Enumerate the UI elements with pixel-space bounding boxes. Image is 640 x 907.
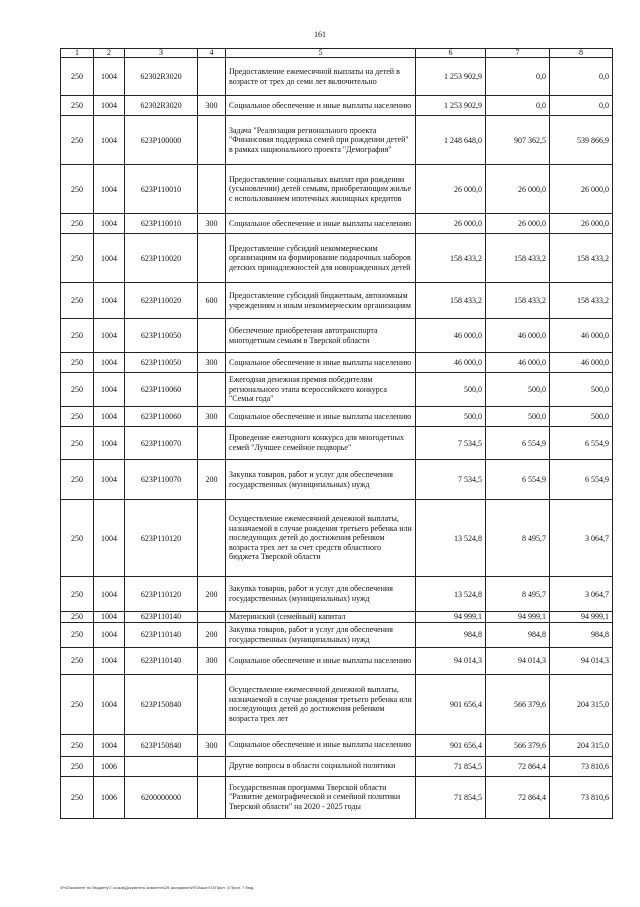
table-cell-c5: Закупка товаров, работ и услуг для обеспечения государственных (муниципальных) нужд: [226, 622, 416, 647]
budget-table: [60, 48, 613, 819]
table-cell-c3: [125, 756, 198, 776]
table-cell-c8: 94 999,1: [550, 612, 613, 623]
table-cell-c7: 566 379,6: [486, 674, 550, 734]
table-row: [61, 500, 613, 577]
table-cell-c8: 204 315,0: [550, 674, 613, 734]
table-cell-c3: 623P110010: [125, 165, 198, 214]
table-cell-c1: 250: [61, 674, 94, 734]
table-cell-c8: 6 554,9: [550, 460, 613, 500]
table-cell-c8: 73 810,6: [550, 776, 613, 818]
table-cell-c6: 46 000,0: [416, 319, 486, 353]
table-cell-c7: 8 495,7: [486, 500, 550, 577]
table-cell-c3: 623P110010: [125, 214, 198, 234]
table-cell-c4: [198, 756, 226, 776]
table-cell-c1: 250: [61, 734, 94, 756]
table-cell-c7: 94 014,3: [486, 647, 550, 674]
table-cell-c4: [198, 165, 226, 214]
table-cell-c2: 1004: [94, 734, 125, 756]
table-cell-c8: 500,0: [550, 373, 613, 407]
table-cell-c4: [198, 319, 226, 353]
table-cell-c3: 6200000000: [125, 776, 198, 818]
table-row: [61, 214, 613, 234]
table-cell-c3: 623P110050: [125, 353, 198, 373]
table-cell-c6: 901 656,4: [416, 734, 486, 756]
table-cell-c8: 0,0: [550, 58, 613, 96]
table-cell-c8: 0,0: [550, 96, 613, 116]
table-cell-c5: Государственная программа Тверской области "Развитие демографической и семейной политики Тверской области" на 2020 - 2025 годы: [226, 776, 416, 818]
table-cell-c6: 1 248 648,0: [416, 116, 486, 165]
table-cell-c3: 62302R3020: [125, 58, 198, 96]
table-cell-c4: 200: [198, 577, 226, 612]
table-row: [61, 353, 613, 373]
table-cell-c1: 250: [61, 500, 94, 577]
table-cell-c2: 1004: [94, 214, 125, 234]
table-cell-c1: 250: [61, 234, 94, 283]
table-cell-c3: 623P110120: [125, 500, 198, 577]
table-cell-c5: Социальное обеспечение и иные выплаты населению: [226, 647, 416, 674]
table-cell-c7: 94 999,1: [486, 612, 550, 623]
table-cell-c5: Другие вопросы в области социальной политики: [226, 756, 416, 776]
table-cell-c7: 6 554,9: [486, 427, 550, 460]
table-cell-c7: 72 864,4: [486, 776, 550, 818]
table-row: [61, 407, 613, 427]
table-cell-c6: 26 000,0: [416, 165, 486, 214]
table-cell-c4: 300: [198, 647, 226, 674]
table-cell-c8: 204 315,0: [550, 734, 613, 756]
table-cell-c8: 984,8: [550, 622, 613, 647]
table-cell-c2: 1004: [94, 460, 125, 500]
table-cell-c4: [198, 58, 226, 96]
table-cell-c6: 71 854,5: [416, 776, 486, 818]
table-cell-c5: Социальное обеспечение и иные выплаты населению: [226, 734, 416, 756]
table-cell-c8: 46 000,0: [550, 353, 613, 373]
table-cell-c6: 94 014,3: [416, 647, 486, 674]
table-cell-c1: 250: [61, 96, 94, 116]
table-cell-c4: 200: [198, 460, 226, 500]
table-cell-c2: 1004: [94, 577, 125, 612]
table-cell-c4: [198, 234, 226, 283]
table-cell-c2: 1004: [94, 116, 125, 165]
table-cell-c3: 623P100000: [125, 116, 198, 165]
column-header: 6: [416, 49, 486, 58]
table-row: [61, 577, 613, 612]
table-cell-c1: 250: [61, 165, 94, 214]
table-cell-c5: Ежегодная денежная премия победителям регионального этапа всероссийского конкурса "Семья года": [226, 373, 416, 407]
table-cell-c2: 1004: [94, 612, 125, 623]
column-header: 8: [550, 49, 613, 58]
table-cell-c2: 1004: [94, 647, 125, 674]
table-cell-c6: 26 000,0: [416, 214, 486, 234]
column-header: 2: [94, 49, 125, 58]
table-cell-c4: [198, 427, 226, 460]
table-cell-c7: 566 379,6: [486, 734, 550, 756]
table-row: [61, 58, 613, 96]
table-cell-c4: [198, 116, 226, 165]
table-row: [61, 283, 613, 319]
table-cell-c7: 158 433,2: [486, 234, 550, 283]
table-cell-c7: 26 000,0: [486, 165, 550, 214]
table-cell-c3: 623P110140: [125, 647, 198, 674]
table-cell-c6: 7 534,5: [416, 460, 486, 500]
table-cell-c8: 94 014,3: [550, 647, 613, 674]
table-cell-c1: 250: [61, 58, 94, 96]
table-cell-c1: 250: [61, 214, 94, 234]
table-row: [61, 373, 613, 407]
table-cell-c5: Социальное обеспечение и иные выплаты населению: [226, 407, 416, 427]
table-cell-c5: Проведение ежегодного конкурса для многодетных семей "Лучшее семейное подворье": [226, 427, 416, 460]
table-cell-c7: 46 000,0: [486, 319, 550, 353]
table-cell-c8: 26 000,0: [550, 165, 613, 214]
column-header: 5: [226, 49, 416, 58]
table-cell-c8: 158 433,2: [550, 234, 613, 283]
table-cell-c1: 250: [61, 283, 94, 319]
table-cell-c3: 623P150840: [125, 734, 198, 756]
table-cell-c1: 250: [61, 353, 94, 373]
table-cell-c5: Предоставление ежемесячной выплаты на детей в возрасте от трех до семи лет включительно: [226, 58, 416, 96]
table-row: [61, 165, 613, 214]
table-cell-c3: 62302R3020: [125, 96, 198, 116]
table-cell-c4: 300: [198, 96, 226, 116]
table-row: [61, 647, 613, 674]
table-cell-c5: Закупка товаров, работ и услуг для обеспечения государственных (муниципальных) нужд: [226, 460, 416, 500]
table-cell-c2: 1006: [94, 776, 125, 818]
table-cell-c5: Социальное обеспечение и иные выплаты населению: [226, 214, 416, 234]
table-cell-c5: Осуществление ежемесячной денежной выплаты, назначаемой в случае рождения третьего ребенка или последующих детей до достижения ребенком возраста трех лет за счет средств областного бюджета Тверской области: [226, 500, 416, 577]
table-cell-c8: 539 866,9: [550, 116, 613, 165]
table-cell-c7: 6 554,9: [486, 460, 550, 500]
table-cell-c1: 250: [61, 427, 94, 460]
table-cell-c1: 250: [61, 577, 94, 612]
column-header: 3: [125, 49, 198, 58]
table-cell-c5: Социальное обеспечение и иные выплаты населению: [226, 353, 416, 373]
table-cell-c1: 250: [61, 622, 94, 647]
table-cell-c8: 26 000,0: [550, 214, 613, 234]
column-header: 7: [486, 49, 550, 58]
table-cell-c6: 46 000,0: [416, 353, 486, 373]
table-cell-c1: 250: [61, 116, 94, 165]
table-row: [61, 756, 613, 776]
table-cell-c7: 907 362,5: [486, 116, 550, 165]
table-cell-c7: 500,0: [486, 407, 550, 427]
table-row: [61, 612, 613, 623]
table-cell-c7: 158 433,2: [486, 283, 550, 319]
table-cell-c3: 623P110070: [125, 427, 198, 460]
table-row: [61, 776, 613, 818]
table-cell-c8: 3 064,7: [550, 577, 613, 612]
table-cell-c3: 623P110020: [125, 234, 198, 283]
table-cell-c7: 0,0: [486, 96, 550, 116]
table-cell-c5: Обеспечение приобретения автотранспорта многодетным семьям в Тверской области: [226, 319, 416, 353]
table-cell-c2: 1004: [94, 500, 125, 577]
table-cell-c4: 300: [198, 407, 226, 427]
column-header: 4: [198, 49, 226, 58]
table-cell-c7: 8 495,7: [486, 577, 550, 612]
table-cell-c5: Материнский (семейный) капитал: [226, 612, 416, 623]
table-cell-c5: Закупка товаров, работ и услуг для обеспечения государственных (муниципальных) нужд: [226, 577, 416, 612]
table-cell-c2: 1004: [94, 373, 125, 407]
table-cell-c1: 250: [61, 612, 94, 623]
table-cell-c7: 984,8: [486, 622, 550, 647]
table-cell-c5: Предоставление субсидий бюджетным, автономным учреждениям и иным некоммерческим организациям: [226, 283, 416, 319]
table-cell-c6: 158 433,2: [416, 234, 486, 283]
table-cell-c2: 1004: [94, 58, 125, 96]
table-cell-c2: 1004: [94, 353, 125, 373]
table-row: [61, 674, 613, 734]
table-cell-c5: Предоставление субсидий некоммерческим организациям на формирование подарочных наборов детских принадлежностей для новорожденных детей: [226, 234, 416, 283]
table-cell-c8: 6 554,9: [550, 427, 613, 460]
table-cell-c1: 250: [61, 373, 94, 407]
table-cell-c1: 250: [61, 756, 94, 776]
table-row: [61, 734, 613, 756]
table-cell-c2: 1004: [94, 96, 125, 116]
table-row: [61, 96, 613, 116]
table-cell-c2: 1004: [94, 165, 125, 214]
table-cell-c5: Осуществление ежемесячной денежной выплаты, назначаемой в случае рождения третьего ребенка или последующих детей до достижения ребенком возраста трех лет: [226, 674, 416, 734]
table-cell-c5: Социальное обеспечение и иные выплаты населению: [226, 96, 416, 116]
table-row: [61, 116, 613, 165]
table-cell-c3: 623P110140: [125, 622, 198, 647]
table-cell-c8: 158 433,2: [550, 283, 613, 319]
table-cell-c4: [198, 500, 226, 577]
table-cell-c6: 71 854,5: [416, 756, 486, 776]
table-cell-c7: 26 000,0: [486, 214, 550, 234]
table-cell-c5: Предоставление социальных выплат при рождении (усыновлении) детей семьям, приобретающим жилье с использованием ипотечных жилищных кредитов: [226, 165, 416, 214]
table-cell-c7: 46 000,0: [486, 353, 550, 373]
table-cell-c6: 1 253 902,9: [416, 96, 486, 116]
table-header-row: [61, 49, 613, 58]
table-cell-c7: 72 864,4: [486, 756, 550, 776]
table-cell-c2: 1004: [94, 319, 125, 353]
table-cell-c1: 250: [61, 776, 94, 818]
table-cell-c4: 300: [198, 214, 226, 234]
table-cell-c1: 250: [61, 647, 94, 674]
table-cell-c2: 1004: [94, 283, 125, 319]
table-cell-c5: Задача "Реализация регионального проекта "Финансовая поддержка семей при рождении детей" в рамках национального проекта "Демография": [226, 116, 416, 165]
table-cell-c6: 500,0: [416, 407, 486, 427]
table-cell-c8: 73 810,6: [550, 756, 613, 776]
table-cell-c4: 600: [198, 283, 226, 319]
table-cell-c1: 250: [61, 319, 94, 353]
table-cell-c4: 300: [198, 353, 226, 373]
table-row: [61, 622, 613, 647]
table-cell-c1: 250: [61, 460, 94, 500]
table-cell-c6: 1 253 902,9: [416, 58, 486, 96]
table-row: [61, 234, 613, 283]
table-row: [61, 319, 613, 353]
table-cell-c3: 623P110060: [125, 373, 198, 407]
table-row: [61, 427, 613, 460]
table-cell-c2: 1004: [94, 674, 125, 734]
table-cell-c4: [198, 612, 226, 623]
table-cell-c4: [198, 373, 226, 407]
table-cell-c3: 623P110120: [125, 577, 198, 612]
column-header: 1: [61, 49, 94, 58]
table-cell-c8: 500,0: [550, 407, 613, 427]
page-number: 161: [314, 30, 326, 39]
table-cell-c7: 0,0: [486, 58, 550, 96]
table-cell-c6: 158 433,2: [416, 283, 486, 319]
table-cell-c6: 94 999,1: [416, 612, 486, 623]
table-cell-c8: 46 000,0: [550, 319, 613, 353]
table-cell-c8: 3 064,7: [550, 500, 613, 577]
table-cell-c3: 623P110070: [125, 460, 198, 500]
table-cell-c3: 623P110140: [125, 612, 198, 623]
table-cell-c4: 300: [198, 734, 226, 756]
table-cell-c2: 1006: [94, 756, 125, 776]
table-cell-c3: 623P110050: [125, 319, 198, 353]
table-cell-c2: 1004: [94, 427, 125, 460]
table-cell-c2: 1004: [94, 622, 125, 647]
table-cell-c4: 200: [198, 622, 226, 647]
table-cell-c7: 500,0: [486, 373, 550, 407]
table-cell-c2: 1004: [94, 234, 125, 283]
table-row: [61, 460, 613, 500]
table-cell-c3: 623P110020: [125, 283, 198, 319]
table-cell-c2: 1004: [94, 407, 125, 427]
table-cell-c3: 623P110060: [125, 407, 198, 427]
table-cell-c4: [198, 674, 226, 734]
table-cell-c3: 623P150840: [125, 674, 198, 734]
table-cell-c6: 13 524,8: [416, 577, 486, 612]
table-cell-c6: 13 524,8: [416, 500, 486, 577]
table-cell-c6: 984,8: [416, 622, 486, 647]
table-cell-c6: 500,0: [416, 373, 486, 407]
footer-file-path: \\FsO\комитет по бюджету\7 созыв\Документы комитета\29 заседание\ИП\ЗаконТО\Прил. 4 Прил. 7 бюд.: [60, 885, 255, 890]
table-cell-c4: [198, 776, 226, 818]
table-cell-c6: 901 656,4: [416, 674, 486, 734]
table-cell-c1: 250: [61, 407, 94, 427]
table-cell-c6: 7 534,5: [416, 427, 486, 460]
